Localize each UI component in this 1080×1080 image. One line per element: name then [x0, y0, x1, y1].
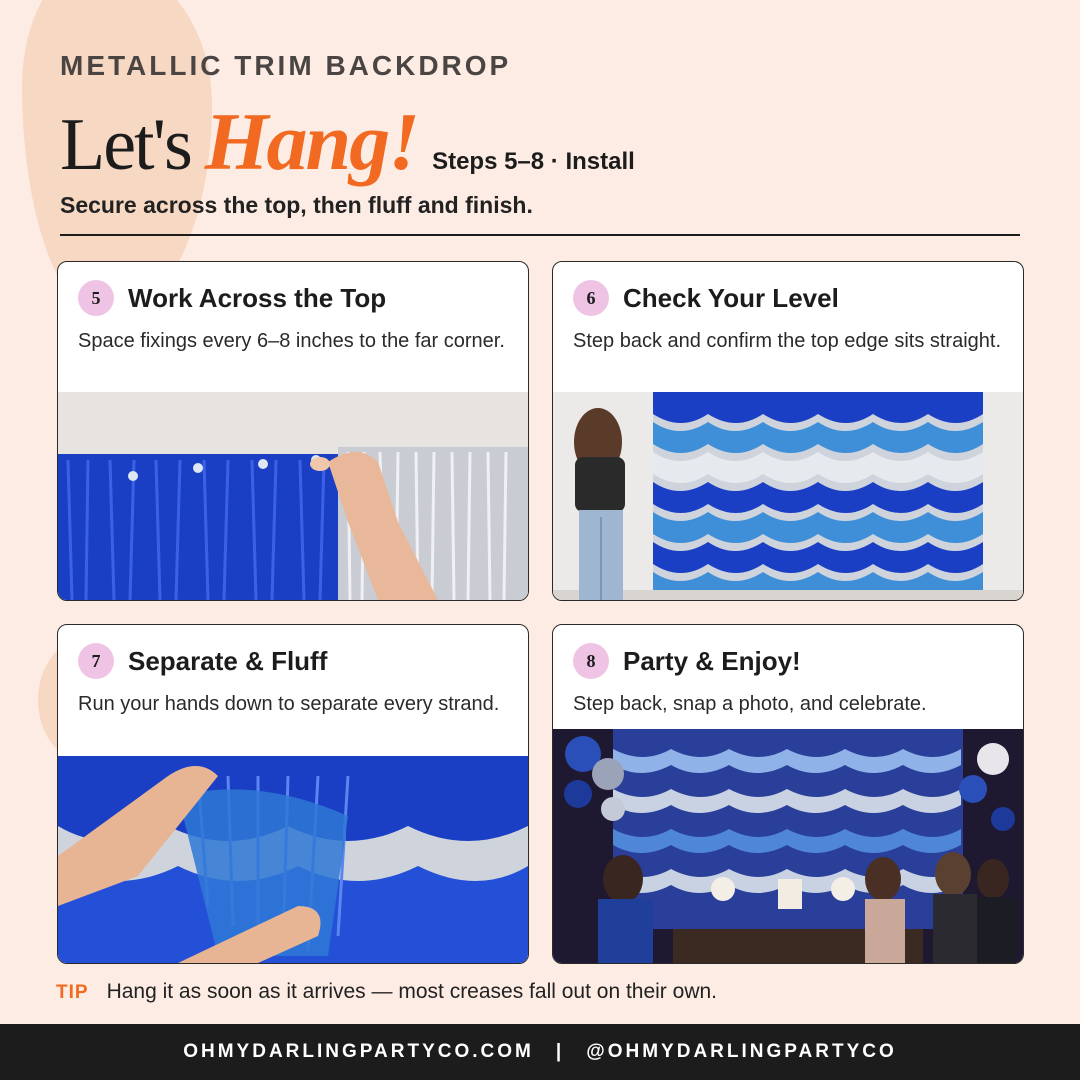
- footer-separator: |: [555, 1041, 565, 1062]
- footer-handle[interactable]: @OHMYDARLINGPARTYCO: [586, 1041, 897, 1062]
- eyebrow-title: METALLIC TRIM BACKDROP: [60, 50, 512, 81]
- step-photo: [58, 756, 528, 963]
- step-photo: [58, 392, 528, 600]
- step-title: Separate & Fluff: [128, 645, 328, 676]
- step-title: Check Your Level: [623, 282, 839, 313]
- title-plain: Let's: [60, 104, 191, 186]
- step-number-badge: 7: [78, 643, 114, 679]
- title-subtitle: Steps 5–8 · Install: [432, 148, 635, 175]
- step-photo: [553, 729, 1023, 963]
- step-description: Step back, snap a photo, and celebrate.: [573, 693, 927, 715]
- footer: [0, 1024, 1080, 1080]
- step-card-5: [57, 261, 529, 601]
- step-description: Run your hands down to separate every strand.: [78, 693, 500, 715]
- page-title: [60, 95, 635, 189]
- step-title: Party & Enjoy!: [623, 645, 801, 676]
- step-number-badge: 5: [78, 280, 114, 316]
- step-description: Space fixings every 6–8 inches to the far corner.: [78, 330, 505, 352]
- step-number-badge: 6: [573, 280, 609, 316]
- step-description: Step back and confirm the top edge sits straight.: [573, 330, 1002, 352]
- step-card-6: [552, 261, 1024, 601]
- divider: [60, 234, 1020, 236]
- step-photo: [553, 392, 1023, 600]
- footer-website[interactable]: OHMYDARLINGPARTYCO.COM: [183, 1041, 534, 1062]
- step-card-7: [57, 624, 529, 964]
- tip: [56, 980, 717, 1004]
- title-accent: Hang!: [204, 96, 419, 187]
- tip-label: TIP: [56, 982, 89, 1003]
- lead-text: Secure across the top, then fluff and finish.: [60, 192, 533, 218]
- step-number-badge: 8: [573, 643, 609, 679]
- step-title: Work Across the Top: [128, 282, 387, 313]
- tip-text: Hang it as soon as it arrives — most creases fall out on their own.: [106, 980, 717, 1003]
- step-card-8: [552, 624, 1024, 964]
